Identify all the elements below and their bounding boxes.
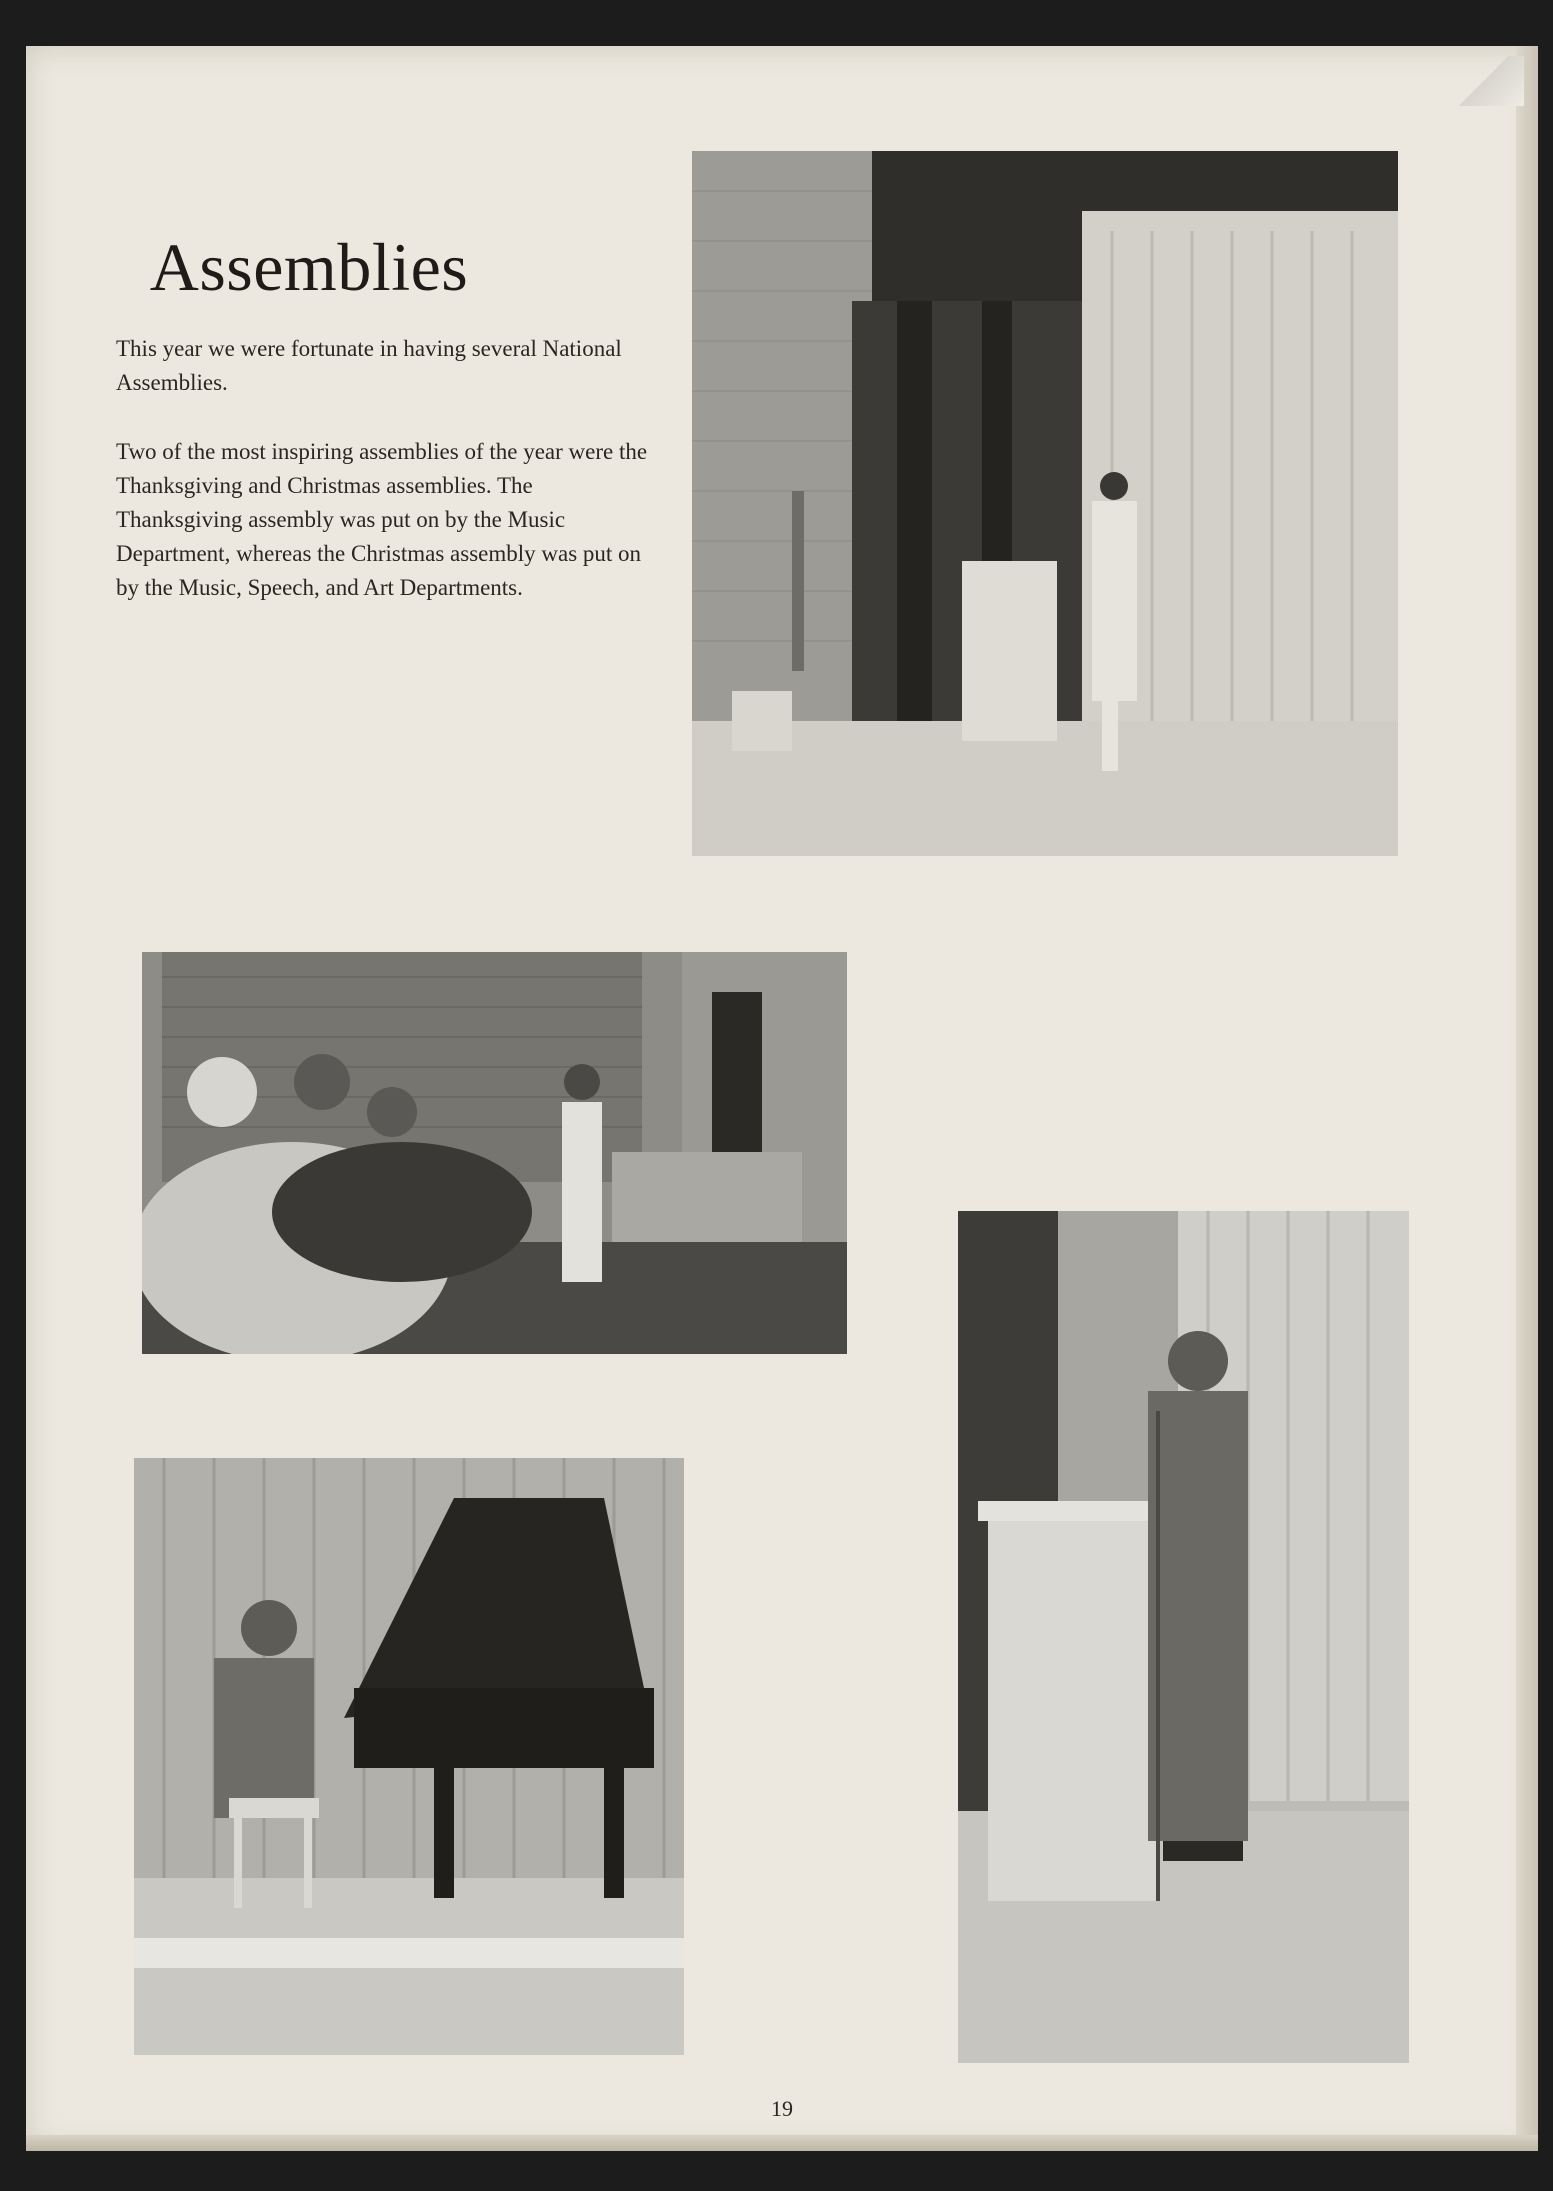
page-title: Assemblies xyxy=(149,229,469,305)
photo-audience-performer xyxy=(142,952,847,1354)
yearbook-page xyxy=(26,46,1538,2151)
photo-pianist xyxy=(134,1458,684,2055)
page-edge xyxy=(1516,46,1538,2151)
intro-paragraph: This year we were fortunate in having several National Assemblies. xyxy=(116,336,622,395)
photo-speaker-podium xyxy=(958,1211,1409,2063)
page-corner-tab xyxy=(1454,56,1524,106)
photo-stage-podium xyxy=(692,151,1398,856)
body-paragraph: Two of the most inspiring assemblies of the year were the Thanksgiving and Christmas assemblies. The Thanksgiving assembly was put on by the Music Department, whereas the Christmas assembly was put on by the Music, Speech, and Art Departments. xyxy=(116,439,648,600)
page-number: 19 xyxy=(771,2096,793,2121)
page-bottom-edge xyxy=(26,2135,1538,2151)
